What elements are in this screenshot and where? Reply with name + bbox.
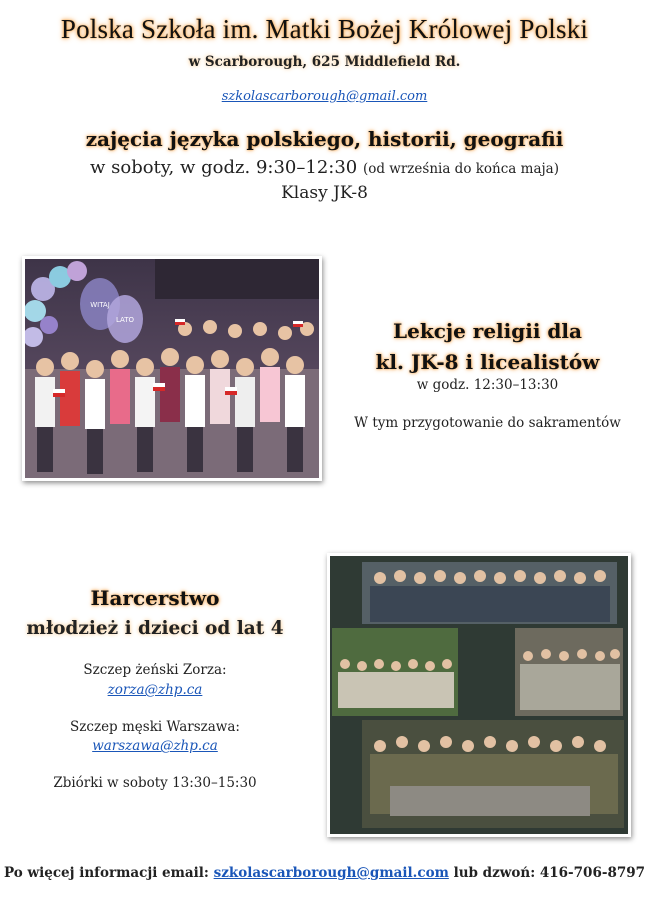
schedule-note: (od września do końca maja): [362, 161, 560, 177]
children-stage-photo: [22, 256, 322, 481]
footer-contact: [0, 865, 649, 881]
girls-troop-email-row: [20, 682, 290, 698]
scouting-subheading: młodzież i dzieci od lat 4: [26, 618, 284, 639]
children-stage-illustration: [25, 259, 319, 478]
sign-lato: LATO: [115, 316, 135, 324]
religion-heading-line2: kl. JK-8 i licealistów: [375, 350, 600, 374]
subjects-heading: zajęcia języka polskiego, historii, geografii: [85, 127, 564, 151]
religion-hours: w godz. 12:30–13:30: [416, 377, 559, 393]
schedule-main: w soboty, w godz. 9:30–12:30: [89, 157, 358, 178]
scouts-collage-photo: [327, 553, 631, 837]
scouting-heading: Harcerstwo: [90, 586, 220, 610]
religion-heading: [335, 316, 640, 378]
boys-troop-email-row: [20, 738, 290, 754]
girls-troop-label: Szczep żeński Zorza:: [83, 662, 227, 678]
sign-witaj: WITAJ: [90, 301, 110, 309]
religion-heading-line1: Lekcje religii dla: [393, 319, 582, 343]
school-email-link[interactable]: szkolascarborough@gmail.com: [221, 89, 428, 104]
school-title: Polska Szkoła im. Matki Bożej Królowej Polski: [60, 14, 589, 44]
girls-troop-email-link[interactable]: zorza@zhp.ca: [107, 682, 203, 698]
boys-troop-email-link[interactable]: warszawa@zhp.ca: [92, 738, 218, 754]
footer-prefix: Po więcej informacji email:: [3, 865, 209, 881]
footer-email-link[interactable]: szkolascarborough@gmail.com: [213, 865, 449, 881]
boys-troop-label: Szczep męski Warszawa:: [70, 719, 240, 735]
scouts-collage-illustration: [330, 556, 628, 834]
religion-note: W tym przygotowanie do sakramentów: [354, 415, 621, 431]
footer-suffix: lub dzwoń: 416-706-8797: [453, 865, 646, 881]
school-address: w Scarborough, 625 Middlefield Rd.: [188, 54, 461, 70]
scouting-meetings: Zbiórki w soboty 13:30–15:30: [53, 775, 257, 791]
grades-label: Klasy JK-8: [281, 183, 368, 203]
class-schedule: [0, 157, 649, 178]
